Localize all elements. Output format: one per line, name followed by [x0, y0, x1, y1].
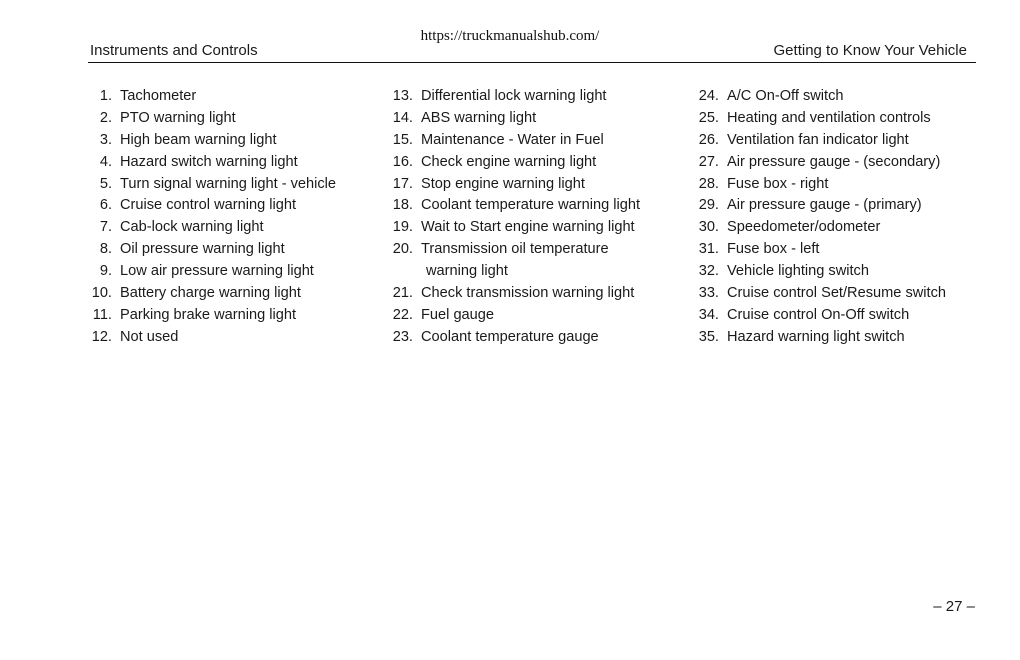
legend-item-number: 18.: [392, 197, 413, 214]
legend-item-number: 8.: [99, 241, 112, 258]
legend-item-label: Cruise control warning light: [120, 197, 297, 214]
legend-item-number: 11.: [92, 306, 112, 323]
legend-column-1: [90, 87, 336, 350]
legend-item: [90, 153, 336, 175]
legend-item: [391, 218, 640, 240]
watermark-url: https://truckmanualshub.com/: [420, 28, 600, 44]
legend-item-label: Low air pressure warning light: [120, 263, 314, 280]
legend-item-label: PTO warning light: [120, 109, 236, 126]
legend-item-number: 6.: [99, 197, 112, 214]
section-title: Instruments and Controls: [90, 42, 258, 59]
legend-item: [697, 328, 946, 350]
legend-item-label: ABS warning light: [421, 109, 537, 126]
legend-item-number: 28.: [698, 175, 719, 192]
legend-item-label: Parking brake warning light: [120, 306, 297, 323]
legend-item-label: Fuel gauge: [421, 306, 495, 323]
legend-item-label: Hazard warning light switch: [727, 328, 905, 345]
legend-item-number: 29.: [698, 197, 719, 214]
legend-item-number: 35.: [698, 328, 719, 345]
legend-item-number: 9.: [99, 263, 112, 280]
header-divider: [88, 62, 976, 63]
legend-item: [391, 87, 640, 109]
legend-column-3: [697, 87, 946, 350]
legend-item: [697, 131, 946, 153]
legend-item-number: 2.: [99, 109, 112, 126]
legend-item-label: Check engine warning light: [421, 153, 597, 170]
legend-item-number: 30.: [698, 219, 719, 236]
legend-item: [697, 175, 946, 197]
legend-item-number: 33.: [698, 285, 719, 302]
legend-item: [391, 131, 640, 153]
legend-item-label: Differential lock warning light: [421, 88, 607, 104]
legend-item: [90, 87, 336, 109]
legend-item: [697, 153, 946, 175]
legend-item-label: Maintenance - Water in Fuel: [421, 131, 604, 148]
legend-item-label: Heating and ventilation controls: [727, 109, 931, 126]
legend-item-label: Check transmission warning light: [421, 285, 635, 302]
legend-item-number: 31.: [698, 241, 719, 258]
legend-item-label: Tachometer: [120, 88, 197, 104]
legend-item-number: 24.: [698, 88, 719, 104]
legend-item: [697, 87, 946, 109]
legend-item-label: A/C On-Off switch: [727, 88, 844, 104]
legend-item-label: Speedometer/odometer: [727, 219, 881, 236]
legend-item-label: Cruise control Set/Resume switch: [727, 285, 946, 302]
legend-item-number: 34.: [698, 306, 719, 323]
legend-item: [391, 240, 640, 262]
legend-item: [697, 196, 946, 218]
legend-item-label: Air pressure gauge - (secondary): [727, 153, 941, 170]
legend-item-number: 12.: [91, 328, 112, 345]
legend-item-number: 7.: [99, 219, 112, 236]
legend-item: [90, 196, 336, 218]
legend-item-number: 26.: [698, 131, 719, 148]
legend-item-label: Battery charge warning light: [120, 285, 301, 302]
legend-item-number: 13.: [392, 88, 413, 104]
legend-item: [90, 218, 336, 240]
legend-item: [90, 131, 336, 153]
legend-item-label: Oil pressure warning light: [120, 241, 285, 258]
legend-item-label: Air pressure gauge - (primary): [727, 197, 922, 214]
legend-item-number: 25.: [698, 109, 719, 126]
legend-item-label: Not used: [120, 328, 179, 345]
legend-item-label: Turn signal warning light - vehicle: [120, 175, 337, 192]
legend-item: [90, 306, 336, 328]
legend-item: [697, 109, 946, 131]
legend-item: [697, 218, 946, 240]
legend-item-label: Fuse box - left: [727, 241, 820, 258]
legend-item: [90, 328, 336, 350]
legend-item-number: 1.: [99, 88, 112, 104]
legend-item-label: Hazard switch warning light: [120, 153, 298, 170]
legend-item-number: 14.: [392, 109, 413, 126]
legend-item-number: 3.: [99, 131, 112, 148]
legend-item-number: 15.: [392, 131, 413, 148]
legend-item-label: Wait to Start engine warning light: [421, 219, 635, 236]
legend-item: [90, 109, 336, 131]
legend-item-label: Coolant temperature warning light: [421, 197, 641, 214]
legend-item-number: 32.: [698, 263, 719, 280]
legend-item: [90, 262, 336, 284]
legend-item-number: 16.: [392, 153, 413, 170]
legend-item: [391, 328, 640, 350]
legend-item-label-continuation: warning light: [426, 263, 508, 280]
legend-item-number: 19.: [392, 219, 413, 236]
legend-item: [391, 196, 640, 218]
chapter-title: Getting to Know Your Vehicle: [773, 42, 967, 59]
legend-item-label: Cruise control On-Off switch: [727, 306, 910, 323]
legend-item-label: Transmission oil temperature: [421, 241, 609, 258]
legend-item-label: Stop engine warning light: [421, 175, 585, 192]
legend-item-label: Cab-lock warning light: [120, 219, 264, 236]
legend-item-number: 17.: [392, 175, 413, 192]
legend-item: [697, 306, 946, 328]
legend-item-number: 5.: [99, 175, 112, 192]
legend-item-number: 27.: [698, 153, 719, 170]
legend-item-label: Coolant temperature gauge: [421, 328, 599, 345]
legend-item-number: 10.: [91, 285, 112, 302]
legend-item-label: Fuse box - right: [727, 175, 829, 192]
legend-item: [697, 240, 946, 262]
page-number: – 27 –: [933, 598, 975, 615]
legend-item-label: Vehicle lighting switch: [727, 263, 869, 280]
legend-item-label: High beam warning light: [120, 131, 277, 148]
legend-item-number: 4.: [99, 153, 112, 170]
legend-item: [90, 284, 336, 306]
legend-item: [391, 153, 640, 175]
legend-item: [90, 240, 336, 262]
legend-item-number: 23.: [392, 328, 413, 345]
legend-item: [90, 175, 336, 197]
legend-item-label: Ventilation fan indicator light: [727, 131, 909, 148]
legend-item: [391, 109, 640, 131]
legend-column-2: [391, 87, 640, 350]
legend-item: [391, 284, 640, 306]
legend-item: [391, 306, 640, 328]
legend-item: [697, 262, 946, 284]
legend-item: [697, 284, 946, 306]
legend-item-number: 22.: [392, 306, 413, 323]
legend-item-number: 21.: [392, 285, 413, 302]
legend-item-number: 20.: [392, 241, 413, 258]
legend-item: [391, 175, 640, 197]
